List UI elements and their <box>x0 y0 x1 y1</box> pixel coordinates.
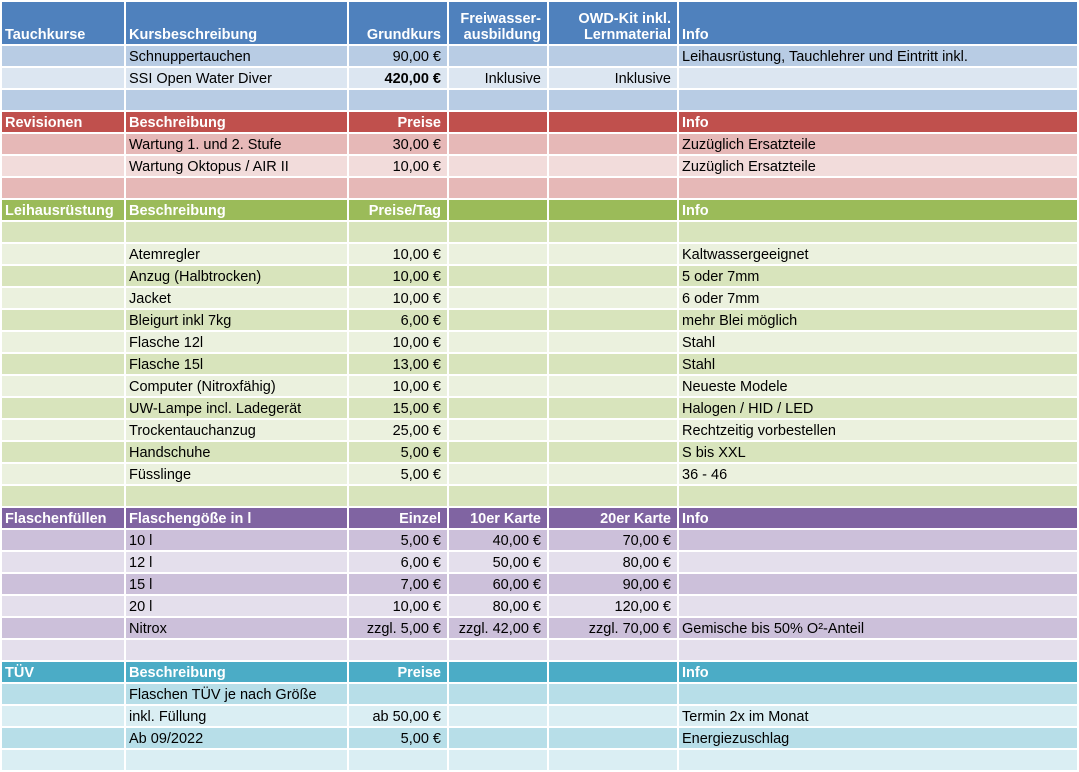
cell[interactable] <box>679 684 1077 706</box>
cell[interactable]: Leihausrüstung, Tauchlehrer und Eintritt inkl. <box>679 46 1077 68</box>
cell[interactable] <box>549 46 679 68</box>
cell[interactable] <box>2 46 126 68</box>
cell[interactable]: ab 50,00 € <box>349 706 449 728</box>
cell[interactable] <box>126 750 349 772</box>
header-cell[interactable] <box>449 2 549 46</box>
cell[interactable] <box>679 68 1077 90</box>
cell[interactable]: Trockentauchanzug <box>126 420 349 442</box>
cell[interactable] <box>2 68 126 90</box>
cell[interactable] <box>449 266 549 288</box>
table-row <box>2 530 1077 552</box>
header-cell[interactable]: Preise/Tag <box>349 200 449 222</box>
cell[interactable] <box>549 442 679 464</box>
cell[interactable] <box>549 464 679 486</box>
cell[interactable] <box>449 222 549 244</box>
header-text-multiline <box>578 11 671 43</box>
header-cell[interactable]: Beschreibung <box>126 200 349 222</box>
cell[interactable] <box>2 684 126 706</box>
cell[interactable] <box>2 90 126 112</box>
cell[interactable] <box>449 684 549 706</box>
header-cell[interactable]: Kursbeschreibung <box>126 2 349 46</box>
table-row <box>2 310 1077 332</box>
cell[interactable] <box>2 266 126 288</box>
header-cell[interactable]: Beschreibung <box>126 112 349 134</box>
cell[interactable] <box>2 288 126 310</box>
cell[interactable] <box>449 354 549 376</box>
cell[interactable]: 7,00 € <box>349 574 449 596</box>
cell[interactable] <box>549 354 679 376</box>
header-cell[interactable]: TÜV <box>2 662 126 684</box>
header-cell[interactable]: Info <box>679 662 1077 684</box>
cell[interactable]: Computer (Nitroxfähig) <box>126 376 349 398</box>
table-row <box>2 398 1077 420</box>
cell[interactable] <box>549 310 679 332</box>
cell[interactable] <box>549 706 679 728</box>
cell[interactable] <box>679 574 1077 596</box>
cell[interactable]: 6,00 € <box>349 552 449 574</box>
cell[interactable] <box>2 464 126 486</box>
cell[interactable] <box>126 90 349 112</box>
header-cell[interactable]: Revisionen <box>2 112 126 134</box>
header-cell[interactable] <box>449 662 549 684</box>
cell[interactable] <box>549 178 679 200</box>
cell[interactable] <box>449 288 549 310</box>
cell[interactable] <box>2 574 126 596</box>
table-row <box>2 728 1077 750</box>
cell[interactable] <box>126 222 349 244</box>
cell[interactable] <box>2 552 126 574</box>
cell[interactable] <box>449 178 549 200</box>
cell[interactable] <box>449 420 549 442</box>
cell[interactable]: 12 l <box>126 552 349 574</box>
cell[interactable] <box>549 684 679 706</box>
cell[interactable] <box>126 178 349 200</box>
header-row-tauchkurse <box>2 2 1077 46</box>
cell[interactable]: 90,00 € <box>349 46 449 68</box>
cell[interactable] <box>549 156 679 178</box>
cell[interactable]: Anzug (Halbtrocken) <box>126 266 349 288</box>
cell[interactable]: Termin 2x im Monat <box>679 706 1077 728</box>
table-row <box>2 640 1077 662</box>
cell[interactable] <box>549 398 679 420</box>
cell[interactable]: Schnuppertauchen <box>126 46 349 68</box>
header-row-tuev <box>2 662 1077 684</box>
cell[interactable] <box>679 596 1077 618</box>
header-cell[interactable] <box>549 200 679 222</box>
cell[interactable] <box>2 376 126 398</box>
cell[interactable] <box>2 420 126 442</box>
cell[interactable] <box>549 288 679 310</box>
cell[interactable]: Jacket <box>126 288 349 310</box>
header-row-revisionen <box>2 112 1077 134</box>
cell[interactable] <box>2 486 126 508</box>
cell[interactable] <box>549 244 679 266</box>
cell[interactable] <box>349 90 449 112</box>
cell[interactable] <box>679 178 1077 200</box>
cell[interactable]: zzgl. 5,00 € <box>349 618 449 640</box>
header-cell[interactable] <box>449 200 549 222</box>
header-cell[interactable]: Leihausrüstung <box>2 200 126 222</box>
cell[interactable] <box>449 134 549 156</box>
cell[interactable]: 30,00 € <box>349 134 449 156</box>
table-row <box>2 750 1077 772</box>
cell[interactable]: zzgl. 70,00 € <box>549 618 679 640</box>
cell[interactable] <box>449 486 549 508</box>
cell[interactable] <box>2 354 126 376</box>
cell[interactable]: Zuzüglich Ersatzteile <box>679 134 1077 156</box>
table-row <box>2 46 1077 68</box>
cell[interactable] <box>679 222 1077 244</box>
header-cell[interactable]: Preise <box>349 112 449 134</box>
table-row <box>2 464 1077 486</box>
cell[interactable]: Wartung 1. und 2. Stufe <box>126 134 349 156</box>
header-cell[interactable]: Grundkurs <box>349 2 449 46</box>
cell[interactable] <box>449 442 549 464</box>
cell[interactable] <box>549 266 679 288</box>
cell[interactable]: 5,00 € <box>349 530 449 552</box>
header-cell[interactable]: 10er Karte <box>449 508 549 530</box>
cell[interactable]: Ab 09/2022 <box>126 728 349 750</box>
cell[interactable]: Flaschen TÜV je nach Größe <box>126 684 349 706</box>
header-cell[interactable] <box>449 112 549 134</box>
cell[interactable] <box>2 156 126 178</box>
cell[interactable] <box>449 464 549 486</box>
table-row <box>2 68 1077 90</box>
cell[interactable]: 5,00 € <box>349 442 449 464</box>
cell[interactable]: 10 l <box>126 530 349 552</box>
cell[interactable] <box>549 728 679 750</box>
table-row <box>2 618 1077 640</box>
cell[interactable]: 120,00 € <box>549 596 679 618</box>
cell[interactable]: Nitrox <box>126 618 349 640</box>
table-row <box>2 442 1077 464</box>
cell[interactable]: 50,00 € <box>449 552 549 574</box>
table-row <box>2 244 1077 266</box>
table-row <box>2 288 1077 310</box>
cell[interactable] <box>679 552 1077 574</box>
cell[interactable]: Stahl <box>679 332 1077 354</box>
cell[interactable] <box>449 156 549 178</box>
cell[interactable]: 5,00 € <box>349 464 449 486</box>
header-row-flaschenfuellen <box>2 508 1077 530</box>
header-text-line: Lernmaterial <box>583 27 671 43</box>
table-row <box>2 706 1077 728</box>
cell[interactable] <box>349 640 449 662</box>
cell[interactable]: Flasche 15l <box>126 354 349 376</box>
cell[interactable]: 10,00 € <box>349 288 449 310</box>
table-row <box>2 596 1077 618</box>
cell[interactable] <box>126 486 349 508</box>
table-row <box>2 156 1077 178</box>
cell[interactable] <box>2 640 126 662</box>
cell[interactable] <box>449 376 549 398</box>
cell[interactable]: Füsslinge <box>126 464 349 486</box>
table-row <box>2 486 1077 508</box>
cell[interactable]: Halogen / HID / LED <box>679 398 1077 420</box>
cell[interactable] <box>679 750 1077 772</box>
cell[interactable]: Flasche 12l <box>126 332 349 354</box>
cell[interactable]: Energiezuschlag <box>679 728 1077 750</box>
cell[interactable] <box>2 332 126 354</box>
cell[interactable] <box>549 640 679 662</box>
header-cell[interactable]: Beschreibung <box>126 662 349 684</box>
cell[interactable]: mehr Blei möglich <box>679 310 1077 332</box>
cell[interactable]: 15 l <box>126 574 349 596</box>
leihausruestung-rows <box>2 222 1077 508</box>
cell[interactable] <box>449 244 549 266</box>
cell[interactable]: Zuzüglich Ersatzteile <box>679 156 1077 178</box>
cell[interactable] <box>349 222 449 244</box>
cell[interactable] <box>549 90 679 112</box>
cell[interactable]: 60,00 € <box>449 574 549 596</box>
table-row <box>2 552 1077 574</box>
cell[interactable]: zzgl. 42,00 € <box>449 618 549 640</box>
cell[interactable]: 80,00 € <box>449 596 549 618</box>
cell[interactable]: 5 oder 7mm <box>679 266 1077 288</box>
table-row <box>2 266 1077 288</box>
cell[interactable] <box>679 486 1077 508</box>
cell[interactable] <box>549 420 679 442</box>
cell[interactable] <box>549 332 679 354</box>
table-row <box>2 354 1077 376</box>
header-cell[interactable]: Flaschenfüllen <box>2 508 126 530</box>
table-row <box>2 420 1077 442</box>
table-row <box>2 574 1077 596</box>
cell[interactable]: Kaltwassergeeignet <box>679 244 1077 266</box>
cell[interactable]: Neueste Modele <box>679 376 1077 398</box>
cell[interactable] <box>449 750 549 772</box>
cell[interactable]: S bis XXL <box>679 442 1077 464</box>
cell[interactable] <box>449 46 549 68</box>
cell[interactable]: 10,00 € <box>349 376 449 398</box>
cell[interactable]: 420,00 € <box>349 68 449 90</box>
table-row <box>2 222 1077 244</box>
cell[interactable]: Stahl <box>679 354 1077 376</box>
cell[interactable]: 6,00 € <box>349 310 449 332</box>
header-text-multiline <box>460 11 541 43</box>
cell[interactable]: UW-Lampe incl. Ladegerät <box>126 398 349 420</box>
cell[interactable]: 10,00 € <box>349 244 449 266</box>
cell[interactable] <box>2 134 126 156</box>
header-cell[interactable] <box>549 112 679 134</box>
header-cell[interactable] <box>549 2 679 46</box>
cell[interactable] <box>449 310 549 332</box>
header-cell[interactable]: Info <box>679 200 1077 222</box>
cell[interactable] <box>349 684 449 706</box>
cell[interactable]: 6 oder 7mm <box>679 288 1077 310</box>
cell[interactable]: 5,00 € <box>349 728 449 750</box>
header-row-leihausruestung <box>2 200 1077 222</box>
cell[interactable]: 10,00 € <box>349 332 449 354</box>
cell[interactable] <box>2 244 126 266</box>
cell[interactable] <box>449 640 549 662</box>
cell[interactable] <box>2 398 126 420</box>
cell[interactable]: Inklusive <box>549 68 679 90</box>
cell[interactable]: 80,00 € <box>549 552 679 574</box>
header-cell[interactable]: Info <box>679 508 1077 530</box>
cell[interactable] <box>549 134 679 156</box>
cell[interactable]: 10,00 € <box>349 156 449 178</box>
cell[interactable]: Rechtzeitig vorbestellen <box>679 420 1077 442</box>
cell[interactable] <box>679 530 1077 552</box>
cell[interactable] <box>449 706 549 728</box>
cell[interactable]: SSI Open Water Diver <box>126 68 349 90</box>
cell[interactable] <box>679 90 1077 112</box>
cell[interactable]: 13,00 € <box>349 354 449 376</box>
header-cell[interactable]: Einzel <box>349 508 449 530</box>
cell[interactable]: Wartung Oktopus / AIR II <box>126 156 349 178</box>
cell[interactable] <box>549 222 679 244</box>
cell[interactable] <box>549 486 679 508</box>
cell[interactable] <box>449 90 549 112</box>
header-text-line: OWD-Kit inkl. <box>578 11 671 27</box>
header-cell[interactable]: Preise <box>349 662 449 684</box>
header-cell[interactable] <box>549 662 679 684</box>
cell[interactable]: Atemregler <box>126 244 349 266</box>
cell[interactable] <box>2 728 126 750</box>
table-row <box>2 684 1077 706</box>
cell[interactable] <box>449 728 549 750</box>
cell[interactable] <box>126 640 349 662</box>
cell[interactable] <box>349 178 449 200</box>
header-text-line: ausbildung <box>463 27 541 43</box>
cell[interactable]: Handschuhe <box>126 442 349 464</box>
cell[interactable] <box>2 706 126 728</box>
cell[interactable]: inkl. Füllung <box>126 706 349 728</box>
header-cell[interactable]: Info <box>679 112 1077 134</box>
cell[interactable] <box>679 640 1077 662</box>
cell[interactable]: 36 - 46 <box>679 464 1077 486</box>
header-cell[interactable]: 20er Karte <box>549 508 679 530</box>
cell[interactable]: Bleigurt inkl 7kg <box>126 310 349 332</box>
header-cell[interactable]: Tauchkurse <box>2 2 126 46</box>
cell[interactable]: 10,00 € <box>349 266 449 288</box>
cell[interactable]: Inklusive <box>449 68 549 90</box>
cell[interactable] <box>2 442 126 464</box>
header-cell[interactable]: Info <box>679 2 1077 46</box>
table-row <box>2 90 1077 112</box>
cell[interactable]: 40,00 € <box>449 530 549 552</box>
header-text-line: Freiwasser- <box>460 11 541 27</box>
cell[interactable]: 25,00 € <box>349 420 449 442</box>
cell[interactable] <box>2 310 126 332</box>
table-row <box>2 376 1077 398</box>
cell[interactable]: Gemische bis 50% O²-Anteil <box>679 618 1077 640</box>
table-row <box>2 332 1077 354</box>
cell[interactable] <box>349 750 449 772</box>
cell[interactable] <box>2 530 126 552</box>
cell[interactable] <box>549 376 679 398</box>
flaschenfuellen-rows <box>2 530 1077 662</box>
cell[interactable] <box>449 398 549 420</box>
table-row <box>2 178 1077 200</box>
cell[interactable] <box>2 618 126 640</box>
cell[interactable] <box>549 750 679 772</box>
cell[interactable]: 10,00 € <box>349 596 449 618</box>
cell[interactable] <box>2 222 126 244</box>
cell[interactable] <box>2 750 126 772</box>
table-row <box>2 134 1077 156</box>
cell[interactable]: 15,00 € <box>349 398 449 420</box>
price-sheet <box>2 2 1077 772</box>
cell[interactable]: 20 l <box>126 596 349 618</box>
cell[interactable] <box>449 332 549 354</box>
cell[interactable]: 70,00 € <box>549 530 679 552</box>
cell[interactable] <box>2 178 126 200</box>
cell[interactable] <box>349 486 449 508</box>
header-cell[interactable]: Flaschengöße in l <box>126 508 349 530</box>
cell[interactable] <box>2 596 126 618</box>
cell[interactable]: 90,00 € <box>549 574 679 596</box>
